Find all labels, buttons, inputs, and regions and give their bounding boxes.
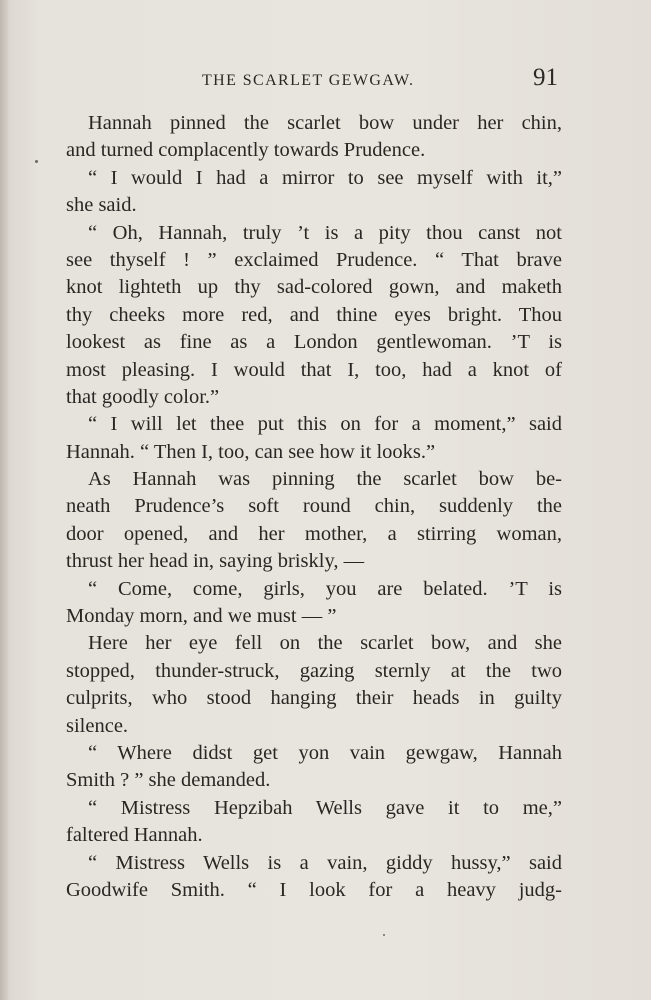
text-line: “ Where didst get yon vain gewgaw, Hannah <box>88 741 562 764</box>
paper-speck <box>383 934 385 936</box>
text-line: “ Oh, Hannah, truly ’t is a pity thou canst not <box>88 221 562 244</box>
text-line: “ Mistress Hepzibah Wells gave it to me,” <box>88 796 562 819</box>
text-line: lookest as fine as a London gentlewoman. ’T is <box>66 331 562 354</box>
text-line: Goodwife Smith. “ I look for a heavy judg- <box>66 878 562 901</box>
text-line: neath Prudence’s soft round chin, suddenly the <box>66 495 562 518</box>
text-line: she said. <box>66 194 137 217</box>
text-line: Hannah pinned the scarlet bow under her chin, <box>88 112 562 134</box>
text-line: Hannah. “ Then I, too, can see how it looks.” <box>66 440 436 463</box>
text-line: culprits, who stood hanging their heads in guilty <box>66 687 562 710</box>
body-text <box>66 110 562 904</box>
text-line: Smith ? ” she demanded. <box>66 769 271 792</box>
text-line: that goodly color.” <box>66 385 220 408</box>
text-line: “ Mistress Wells is a vain, giddy hussy,” said <box>88 851 562 874</box>
text-line: door opened, and her mother, a stirring woman, <box>66 522 562 545</box>
running-head: THE SCARLET GEWGAW. <box>202 72 415 89</box>
text-line: thy cheeks more red, and thine eyes bright. Thou <box>66 303 562 326</box>
page-gutter-shadow <box>0 0 8 1000</box>
page-header <box>60 64 560 96</box>
text-line: and turned complacently towards Prudence. <box>66 139 426 162</box>
text-line: knot lighteth up thy sad-colored gown, and maketh <box>66 276 562 299</box>
text-line: stopped, thunder-struck, gazing sternly at the two <box>66 659 562 682</box>
text-line: silence. <box>66 714 129 737</box>
text-line: “ Come, come, girls, you are belated. ’T is <box>88 577 562 600</box>
paper-speck <box>35 160 38 163</box>
text-line: thrust her head in, saying briskly, — <box>66 550 365 573</box>
page-number: 91 <box>533 64 558 91</box>
text-line: Here her eye fell on the scarlet bow, and she <box>88 632 562 655</box>
text-line: “ I would I had a mirror to see myself with it,” <box>88 166 562 189</box>
text-line: faltered Hannah. <box>66 824 203 847</box>
text-line: “ I will let thee put this on for a moment,” said <box>88 413 562 436</box>
text-line: most pleasing. I would that I, too, had a knot of <box>66 358 562 381</box>
text-line: As Hannah was pinning the scarlet bow be- <box>88 468 562 491</box>
text-line: Monday morn, and we must — ” <box>66 605 337 628</box>
text-line: see thyself ! ” exclaimed Prudence. “ That brave <box>66 248 562 271</box>
